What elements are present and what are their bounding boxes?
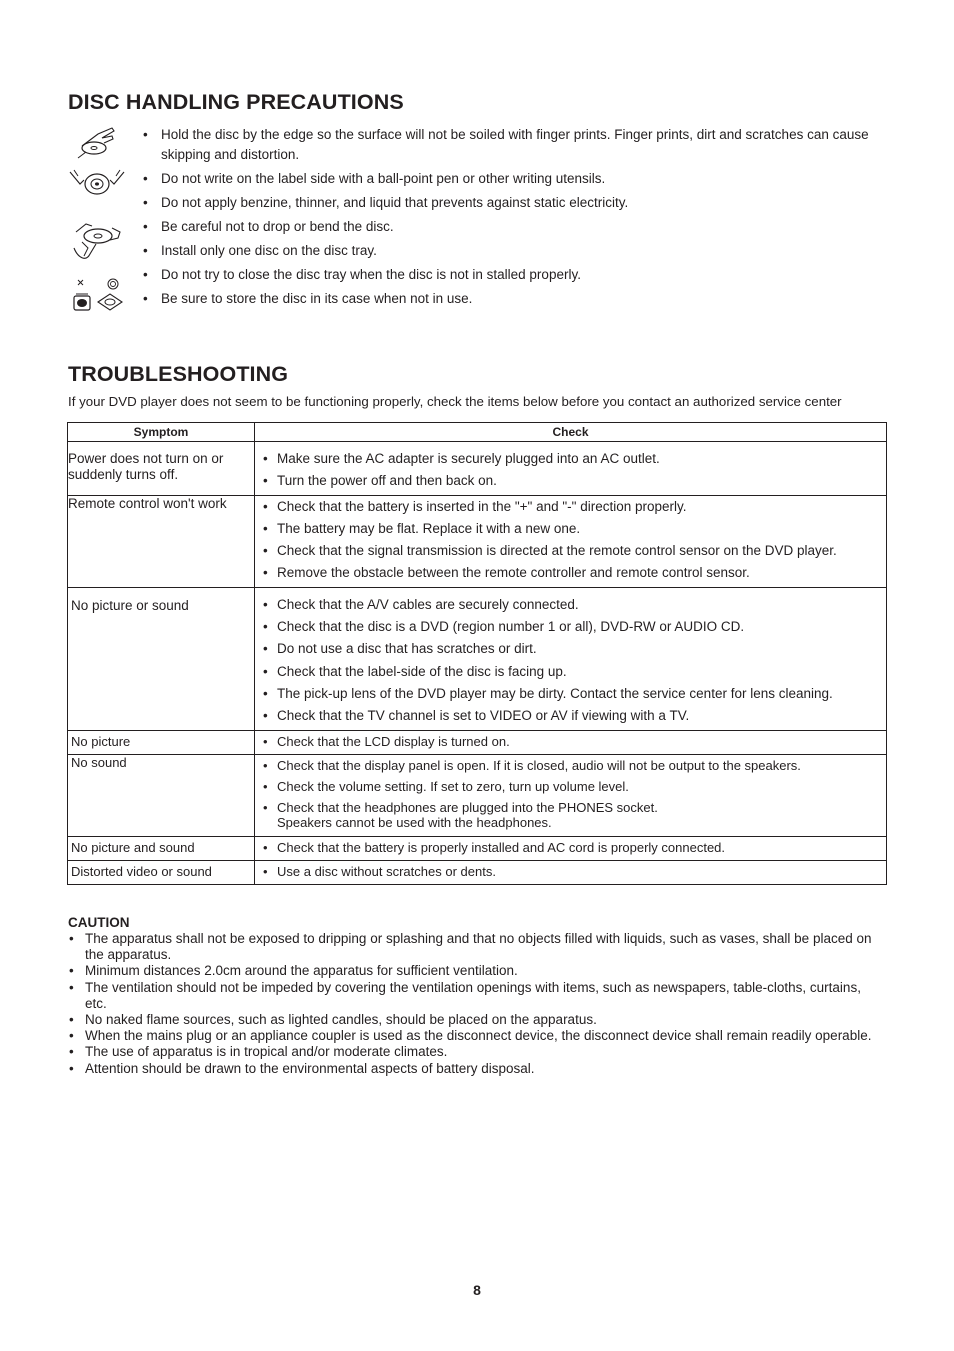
symptom-cell: Power does not turn on or suddenly turns off.	[68, 442, 255, 496]
check-item: • Remove the obstacle between the remote controller and remote control sensor.	[263, 562, 882, 584]
troubleshooting-title: TROUBLESHOOTING	[68, 362, 289, 386]
check-item: • Check that the battery is inserted in the "+" and "-" direction properly.	[263, 496, 882, 518]
disc-handling-item: • Be careful not to drop or bend the disc.	[141, 217, 901, 237]
caution-item: • The apparatus shall not be exposed to dripping or splashing and that no objects filled with liquids, such as vases, shall be placed on the apparatus.	[68, 931, 878, 963]
check-item: • Check that the LCD display is turned on.	[263, 731, 882, 752]
check-item: • Check that the battery is properly installed and AC cord is properly connected.	[263, 837, 882, 858]
page-number: 8	[473, 1282, 481, 1298]
check-item: • Turn the power off and then back on.	[263, 470, 882, 492]
hold-disc-edge-icon	[68, 124, 124, 162]
check-header: Check	[255, 423, 887, 442]
disc-label-side-icon	[68, 166, 126, 202]
caution-item: • The ventilation should not be impeded by covering the ventilation openings with items, such as newspapers, table-cloths, curtains, etc.	[68, 980, 878, 1012]
symptom-cell: Distorted video or sound	[68, 860, 255, 884]
table-row	[68, 860, 887, 884]
check-item-note: Speakers cannot be used with the headphones.	[277, 814, 552, 830]
check-cell	[255, 754, 887, 836]
check-item: • Check that the label-side of the disc is facing up.	[263, 661, 882, 683]
symptom-cell: No picture	[68, 730, 255, 754]
disc-handling-illustrations	[68, 122, 130, 322]
table-row	[68, 730, 887, 754]
disc-handling-item: • Install only one disc on the disc tray.	[141, 241, 901, 261]
troubleshooting-intro: If your DVD player does not seem to be functioning properly, check the items below before you contact an authorized service center	[68, 394, 842, 409]
check-cell	[255, 836, 887, 860]
check-item: • Check that the disc is a DVD (region number 1 or all), DVD-RW or AUDIO CD.	[263, 616, 882, 638]
check-item-text: Check that the headphones are plugged into the PHONES socket.	[277, 799, 658, 815]
caution-item: • Attention should be drawn to the environmental aspects of battery disposal.	[68, 1061, 878, 1077]
check-item: • Make sure the AC adapter is securely plugged into an AC outlet.	[263, 448, 882, 470]
symptom-header: Symptom	[68, 423, 255, 442]
table-row	[68, 442, 887, 496]
table-row	[68, 495, 887, 587]
caution-item: • No naked flame sources, such as lighted candles, should be placed on the apparatus.	[68, 1012, 878, 1028]
check-cell	[255, 495, 887, 587]
disc-handling-item: • Hold the disc by the edge so the surface will not be soiled with finger prints. Finger prints, dirt and scratches can cause skipping and distortion.	[141, 125, 901, 165]
check-item: • Use a disc without scratches or dents.	[263, 861, 882, 882]
check-item: • Check that the signal transmission is directed at the remote control sensor on the DVD player.	[263, 540, 882, 562]
table-row	[68, 836, 887, 860]
caution-item: • The use of apparatus is in tropical and/or moderate climates.	[68, 1044, 878, 1060]
check-item: • The battery may be flat. Replace it with a new one.	[263, 518, 882, 540]
disc-handling-item: • Be sure to store the disc in its case when not in use.	[141, 289, 901, 309]
check-cell	[255, 442, 887, 496]
check-item: • Check the volume setting. If set to zero, turn up volume level.	[263, 776, 882, 797]
disc-bend-hands-icon	[68, 218, 124, 264]
check-cell	[255, 587, 887, 730]
check-item: • Check that the A/V cables are securely connected.	[263, 594, 882, 616]
table-row	[68, 587, 887, 730]
check-cell	[255, 730, 887, 754]
disc-handling-item: • Do not apply benzine, thinner, and liquid that prevents against static electricity.	[141, 193, 901, 213]
check-item: • Check that the TV channel is set to VIDEO or AV if viewing with a TV.	[263, 705, 882, 727]
caution-item: • Minimum distances 2.0cm around the apparatus for sufficient ventilation.	[68, 963, 878, 979]
disc-case-storage-icon	[68, 276, 126, 318]
check-item: • The pick-up lens of the DVD player may be dirty. Contact the service center for lens cleaning.	[263, 683, 882, 705]
caution-list	[68, 931, 878, 1077]
disc-handling-list	[141, 125, 901, 313]
check-item: • Check that the display panel is open. If it is closed, audio will not be output to the speakers.	[263, 755, 882, 776]
table-row	[68, 754, 887, 836]
symptom-cell: Remote control won't work	[68, 495, 255, 587]
disc-handling-title: DISC HANDLING PRECAUTIONS	[68, 90, 404, 114]
disc-handling-item: • Do not write on the label side with a ball-point pen or other writing utensils.	[141, 169, 901, 189]
symptom-cell: No sound	[68, 754, 255, 836]
check-cell	[255, 860, 887, 884]
caution-item: • When the mains plug or an appliance coupler is used as the disconnect device, the disconnect device shall remain readily operable.	[68, 1028, 878, 1044]
symptom-cell: No picture and sound	[68, 836, 255, 860]
table-header-row	[68, 423, 887, 442]
check-item	[263, 797, 882, 831]
check-item: • Do not use a disc that has scratches or dirt.	[263, 638, 882, 660]
disc-handling-item: • Do not try to close the disc tray when the disc is not in stalled properly.	[141, 265, 901, 285]
troubleshooting-table	[67, 422, 887, 885]
caution-title: CAUTION	[68, 915, 130, 930]
symptom-cell: No picture or sound	[68, 587, 255, 730]
